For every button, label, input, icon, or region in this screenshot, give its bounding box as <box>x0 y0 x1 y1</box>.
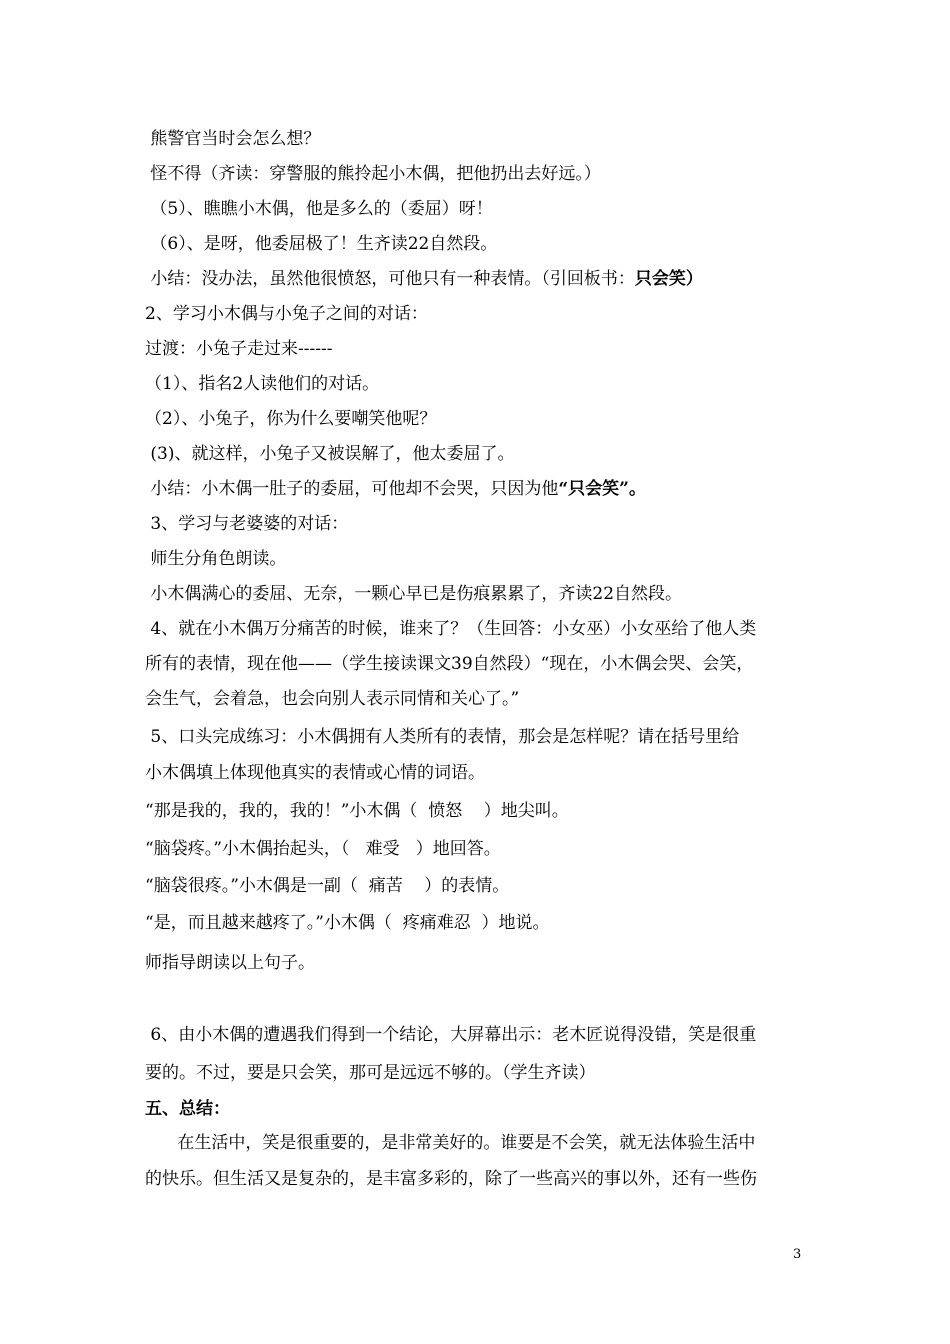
text-line: （6）、是呀，他委屈极了！生齐读22自然段。 <box>145 234 498 254</box>
text-line: 4、就在小木偶万分痛苦的时候，谁来了？（生回答：小女巫）小女巫给了他人类 <box>145 619 757 639</box>
summary-heading: 五、总结： <box>145 1099 230 1119</box>
text-line: 师指导朗读以上句子。 <box>145 953 315 973</box>
text-line: 所有的表情，现在他——（学生接读课文39自然段）“现在，小木偶会哭、会笑， <box>145 654 754 674</box>
text-line: 小结：没办法，虽然他很愤怒，可他只有一种表情。（引回板书：只会笑） <box>145 269 703 289</box>
text-line: 小结：小木偶一肚子的委屈，可他却不会哭，只因为他“只会笑”。 <box>145 479 646 499</box>
exercise-sentence: “脑袋很疼。”小木偶是一副（ 痛苦 ）的表情。 <box>145 876 510 896</box>
text-line: （2）、小兔子，你为什么要嘲笑他呢？ <box>145 409 437 429</box>
exercise-sentence: “脑袋疼。”小木偶抬起头，（ 难受 ）地回答。 <box>145 839 501 859</box>
emphasis-text: “只会笑”。 <box>558 479 646 499</box>
text-line: 过渡：小兔子走过来------ <box>145 339 333 359</box>
text-line: 要的。不过，要是只会笑，那可是远远不够的。（学生齐读） <box>145 1063 596 1083</box>
text-line: 6、由小木偶的遭遇我们得到一个结论，大屏幕出示：老木匠说得没错，笑是很重 <box>145 1025 757 1045</box>
text-line: 师生分角色朗读。 <box>145 549 287 569</box>
text-line: 的快乐。但生活又是复杂的，是丰富多彩的，除了一些高兴的事以外，还有一些伤 <box>145 1169 757 1189</box>
text-line: （5）、瞧瞧小木偶，他是多么的（委屈）呀！ <box>145 199 493 219</box>
exercise-sentence: “那是我的，我的，我的！”小木偶（ 愤怒 ）地尖叫。 <box>145 801 569 821</box>
page-number: 3 <box>793 1247 802 1262</box>
text-line: （1）、指名2人读他们的对话。 <box>145 374 380 394</box>
exercise-sentence: “是，而且越来越疼了。”小木偶（ 疼痛难忍 ）地说。 <box>145 913 550 933</box>
text-line: 小木偶满心的委屈、无奈，一颗心早已是伤痕累累了，齐读22自然段。 <box>145 584 683 604</box>
emphasis-text: 只会笑） <box>634 269 703 289</box>
text-line: 怪不得（齐读：穿警服的熊拎起小木偶，把他扔出去好远。） <box>145 164 601 184</box>
text-line: 在生活中，笑是很重要的，是非常美好的。谁要是不会笑，就无法体验生活中 <box>145 1133 756 1153</box>
text-line: (3)、就这样，小兔子又被误解了，他太委屈了。 <box>145 444 515 464</box>
text-line: 熊警官当时会怎么想？ <box>145 129 321 149</box>
text-line: 小木偶填上体现他真实的表情或心情的词语。 <box>145 763 485 783</box>
section-heading: 2、学习小木偶与小兔子之间的对话： <box>145 304 428 324</box>
section-heading: 3、学习与老婆婆的对话： <box>145 514 349 534</box>
text-line: 5、口头完成练习：小木偶拥有人类所有的表情，那会是怎样呢？请在括号里给 <box>145 727 740 747</box>
section-heading <box>145 1098 230 1120</box>
text-line: 会生气，会着急，也会向别人表示同情和关心了。” <box>145 689 520 709</box>
